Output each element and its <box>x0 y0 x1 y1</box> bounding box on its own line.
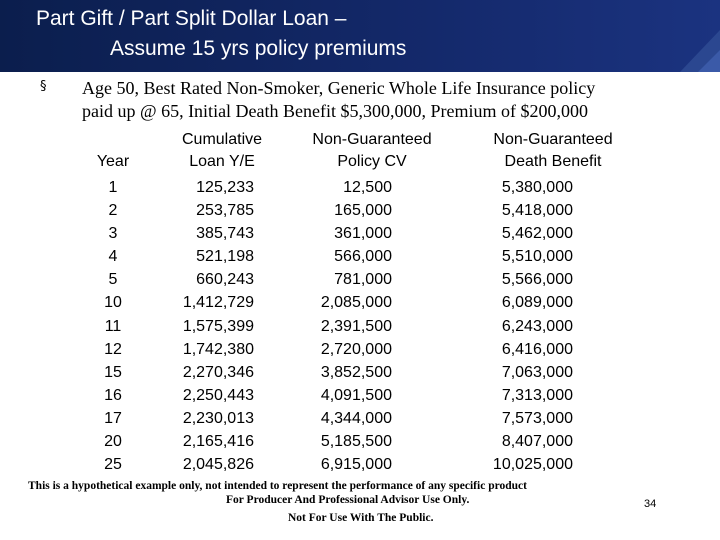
table-cell-policy-cv: 165,000 <box>334 202 392 220</box>
usage-notice-line2: Not For Use With The Public. <box>288 512 434 524</box>
bullet-icon: § <box>40 79 47 94</box>
table-cell-year: 16 <box>104 386 122 404</box>
table-cell-year: 1 <box>108 179 118 196</box>
table-cell-loan: 660,243 <box>196 271 254 289</box>
table-cell-year: 4 <box>108 248 118 266</box>
table-cell-policy-cv: 781,000 <box>334 271 392 289</box>
slide-title-line2: Assume 15 yrs policy premiums <box>110 37 407 60</box>
table-cell-death-benefit: 5,566,000 <box>501 271 573 289</box>
table-cell-loan: 1,742,380 <box>182 340 254 358</box>
intro-line1: Age 50, Best Rated Non-Smoker, Generic Whole Life Insurance policy <box>82 78 596 98</box>
table-cell-death-benefit: 5,380,000 <box>501 179 573 196</box>
table-cell-loan: 385,743 <box>196 225 254 243</box>
table-cell-policy-cv: 361,000 <box>334 225 392 243</box>
table-cell-death-benefit: 6,089,000 <box>501 294 573 312</box>
header-db-line2: Death Benefit <box>504 153 602 170</box>
table-cell-policy-cv: 566,000 <box>334 248 392 266</box>
table-cell-loan: 1,412,729 <box>182 294 254 312</box>
column-policy-cv <box>300 176 392 476</box>
table-cell-year: 5 <box>108 271 118 289</box>
table-cell-loan: 253,785 <box>196 202 254 220</box>
table-cell-year: 17 <box>104 409 122 427</box>
table-cell-year: 3 <box>108 225 118 243</box>
table-cell-death-benefit: 8,407,000 <box>501 433 573 451</box>
table-cell-policy-cv: 5,185,500 <box>320 433 392 451</box>
intro-line2: paid up @ 65, Initial Death Benefit $5,300,000, Premium of $200,000 <box>82 101 589 121</box>
table-cell-loan: 2,165,416 <box>182 433 254 451</box>
column-cumulative-loan <box>160 176 254 476</box>
corner-decoration-icon <box>650 0 720 72</box>
slide-title-line1: Part Gift / Part Split Dollar Loan – <box>36 7 347 30</box>
table-cell-loan: 2,230,013 <box>182 409 254 427</box>
header-db-line1: Non-Guaranteed <box>493 131 613 148</box>
table-cell-death-benefit: 7,573,000 <box>501 409 573 427</box>
table-cell-policy-cv: 4,344,000 <box>320 409 392 427</box>
header-policy-cv <box>296 129 448 173</box>
table-cell-death-benefit: 5,418,000 <box>501 202 573 220</box>
usage-notice-line1: For Producer And Professional Advisor Use Only. <box>226 494 470 506</box>
table-cell-loan: 1,575,399 <box>182 317 254 335</box>
table-cell-policy-cv: 2,085,000 <box>320 294 392 312</box>
table-cell-loan: 521,198 <box>196 248 254 266</box>
table-cell-death-benefit: 10,025,000 <box>492 456 573 474</box>
table-cell-policy-cv: 6,915,000 <box>320 456 392 474</box>
table-cell-death-benefit: 5,462,000 <box>501 225 573 243</box>
table-cell-policy-cv: 2,391,500 <box>320 317 392 335</box>
table-cell-death-benefit: 5,510,000 <box>501 248 573 266</box>
table-cell-year: 10 <box>104 294 122 312</box>
header-loan <box>160 129 284 173</box>
table-cell-policy-cv: 2,720,000 <box>320 340 392 358</box>
table-cell-year: 20 <box>104 433 122 451</box>
table-cell-policy-cv: 12,500 <box>343 179 392 196</box>
table-cell-loan: 2,045,826 <box>182 456 254 474</box>
table-cell-loan: 125,233 <box>196 179 254 196</box>
column-year <box>90 176 136 476</box>
table-cell-loan: 2,250,443 <box>182 386 254 404</box>
table-cell-loan: 2,270,346 <box>182 363 254 381</box>
table-cell-year: 2 <box>108 202 118 220</box>
header-loan-line1: Cumulative <box>181 131 263 148</box>
header-loan-line2: Loan Y/E <box>189 153 255 170</box>
table-cell-death-benefit: 6,416,000 <box>501 340 573 358</box>
table-cell-death-benefit: 7,063,000 <box>501 363 573 381</box>
table-cell-year: 11 <box>104 317 122 335</box>
page-number: 34 <box>644 498 657 510</box>
table-cell-death-benefit: 6,243,000 <box>501 317 573 335</box>
table-cell-year: 15 <box>104 363 122 381</box>
header-cv-line1: Non-Guaranteed <box>312 131 432 148</box>
table-cell-year: 12 <box>104 340 122 358</box>
header-year: Year <box>96 153 130 170</box>
disclaimer-text: This is a hypothetical example only, not intended to represent the performance of any specific product <box>28 480 527 492</box>
header-death-benefit <box>476 129 630 173</box>
table-cell-year: 25 <box>104 456 122 474</box>
table-cell-death-benefit: 7,313,000 <box>501 386 573 404</box>
title-bar <box>0 0 720 72</box>
column-death-benefit <box>470 176 573 476</box>
header-cv-line2: Policy CV <box>337 153 407 170</box>
table-cell-policy-cv: 4,091,500 <box>320 386 392 404</box>
table-cell-policy-cv: 3,852,500 <box>320 363 392 381</box>
intro-text <box>82 77 702 123</box>
